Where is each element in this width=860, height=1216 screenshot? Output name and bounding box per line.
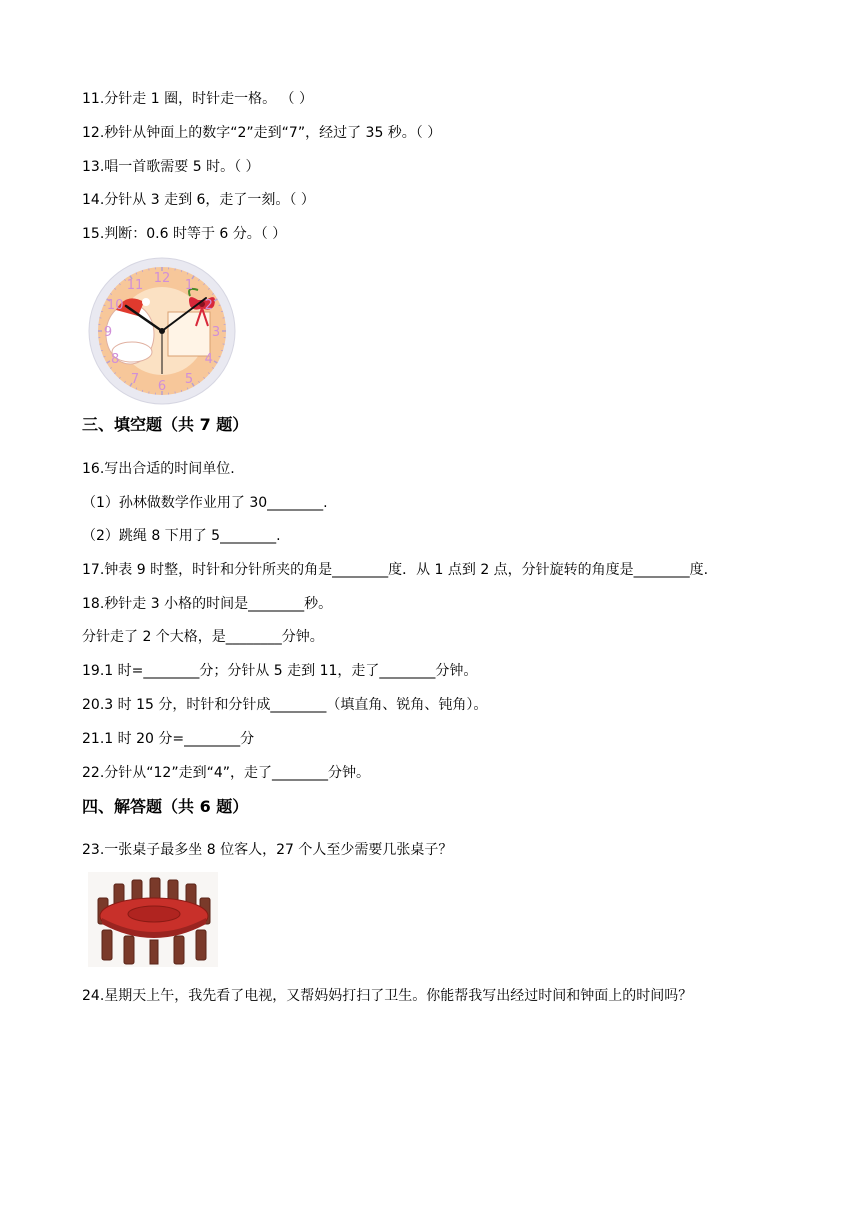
clock-numeral: 8 [111,352,120,367]
question-23: 23.一张桌子最多坐 8 位客人，27 个人至少需要几张桌子？ [82,842,453,858]
question-19: 19.1 时=________分；分针从 5 走到 11，走了________分钟。 [82,663,478,679]
clock-numeral: 1 [184,278,194,294]
question-20: 20.3 时 15 分，时针和分针成________（填直角、锐角、钝角）。 [82,697,488,713]
clock-numeral: 6 [157,379,167,394]
question-18-cont: 分针走了 2 个大格，是________分钟。 [82,629,324,645]
question-11: 11.分针走 1 圈，时针走一格。 （ ） [82,91,313,107]
question-21: 21.1 时 20 分=________分 [82,731,255,747]
question-16: 16.写出合适的时间单位. [82,461,235,477]
clock-numeral: 7 [130,371,140,387]
clock-numeral: 2 [204,298,213,313]
round-table-illustration [88,872,218,967]
clock-numeral: 10 [106,298,124,313]
question-16-part-2: （2）跳绳 8 下用了 5________. [82,528,281,544]
question-13: 13.唱一首歌需要 5 时。（ ） [82,159,260,175]
lazy-susan [128,906,180,922]
question-12: 12.秒针从钟面上的数字“2”走到“7”，经过了 35 秒。（ ） [82,125,442,141]
section-3-heading: 三、填空题（共 7 题） [82,415,249,434]
clock-center [159,328,165,334]
question-24: 24.星期天上午，我先看了电视，又帮妈妈打扫了卫生。你能帮我写出经过时间和钟面上的时间吗？ [82,988,693,1004]
question-14: 14.分针从 3 走到 6，走了一刻。（ ） [82,192,315,208]
question-18: 18.秒针走 3 小格的时间是________秒。 [82,596,333,612]
clock-numeral: 4 [204,352,213,367]
question-15: 15.判断：0.6 时等于 6 分。（ ） [82,226,287,242]
question-16-part-1: （1）孙林做数学作业用了 30________. [82,495,328,511]
question-17: 17.钟表 9 时整，时针和分针所夹的角是________度．从 1 点到 2 点，分针旋转的角度是________度. [82,562,709,578]
section-4-heading: 四、解答题（共 6 题） [82,797,249,816]
clock-numeral: 5 [184,371,194,387]
clock-numeral: 3 [211,325,221,340]
question-22: 22.分针从“12”走到“4”，走了________分钟。 [82,765,370,781]
clock-numeral: 9 [103,325,113,340]
clock-illustration [86,256,238,406]
clock-numeral: 11 [126,278,144,294]
clock-numeral: 12 [153,271,171,286]
